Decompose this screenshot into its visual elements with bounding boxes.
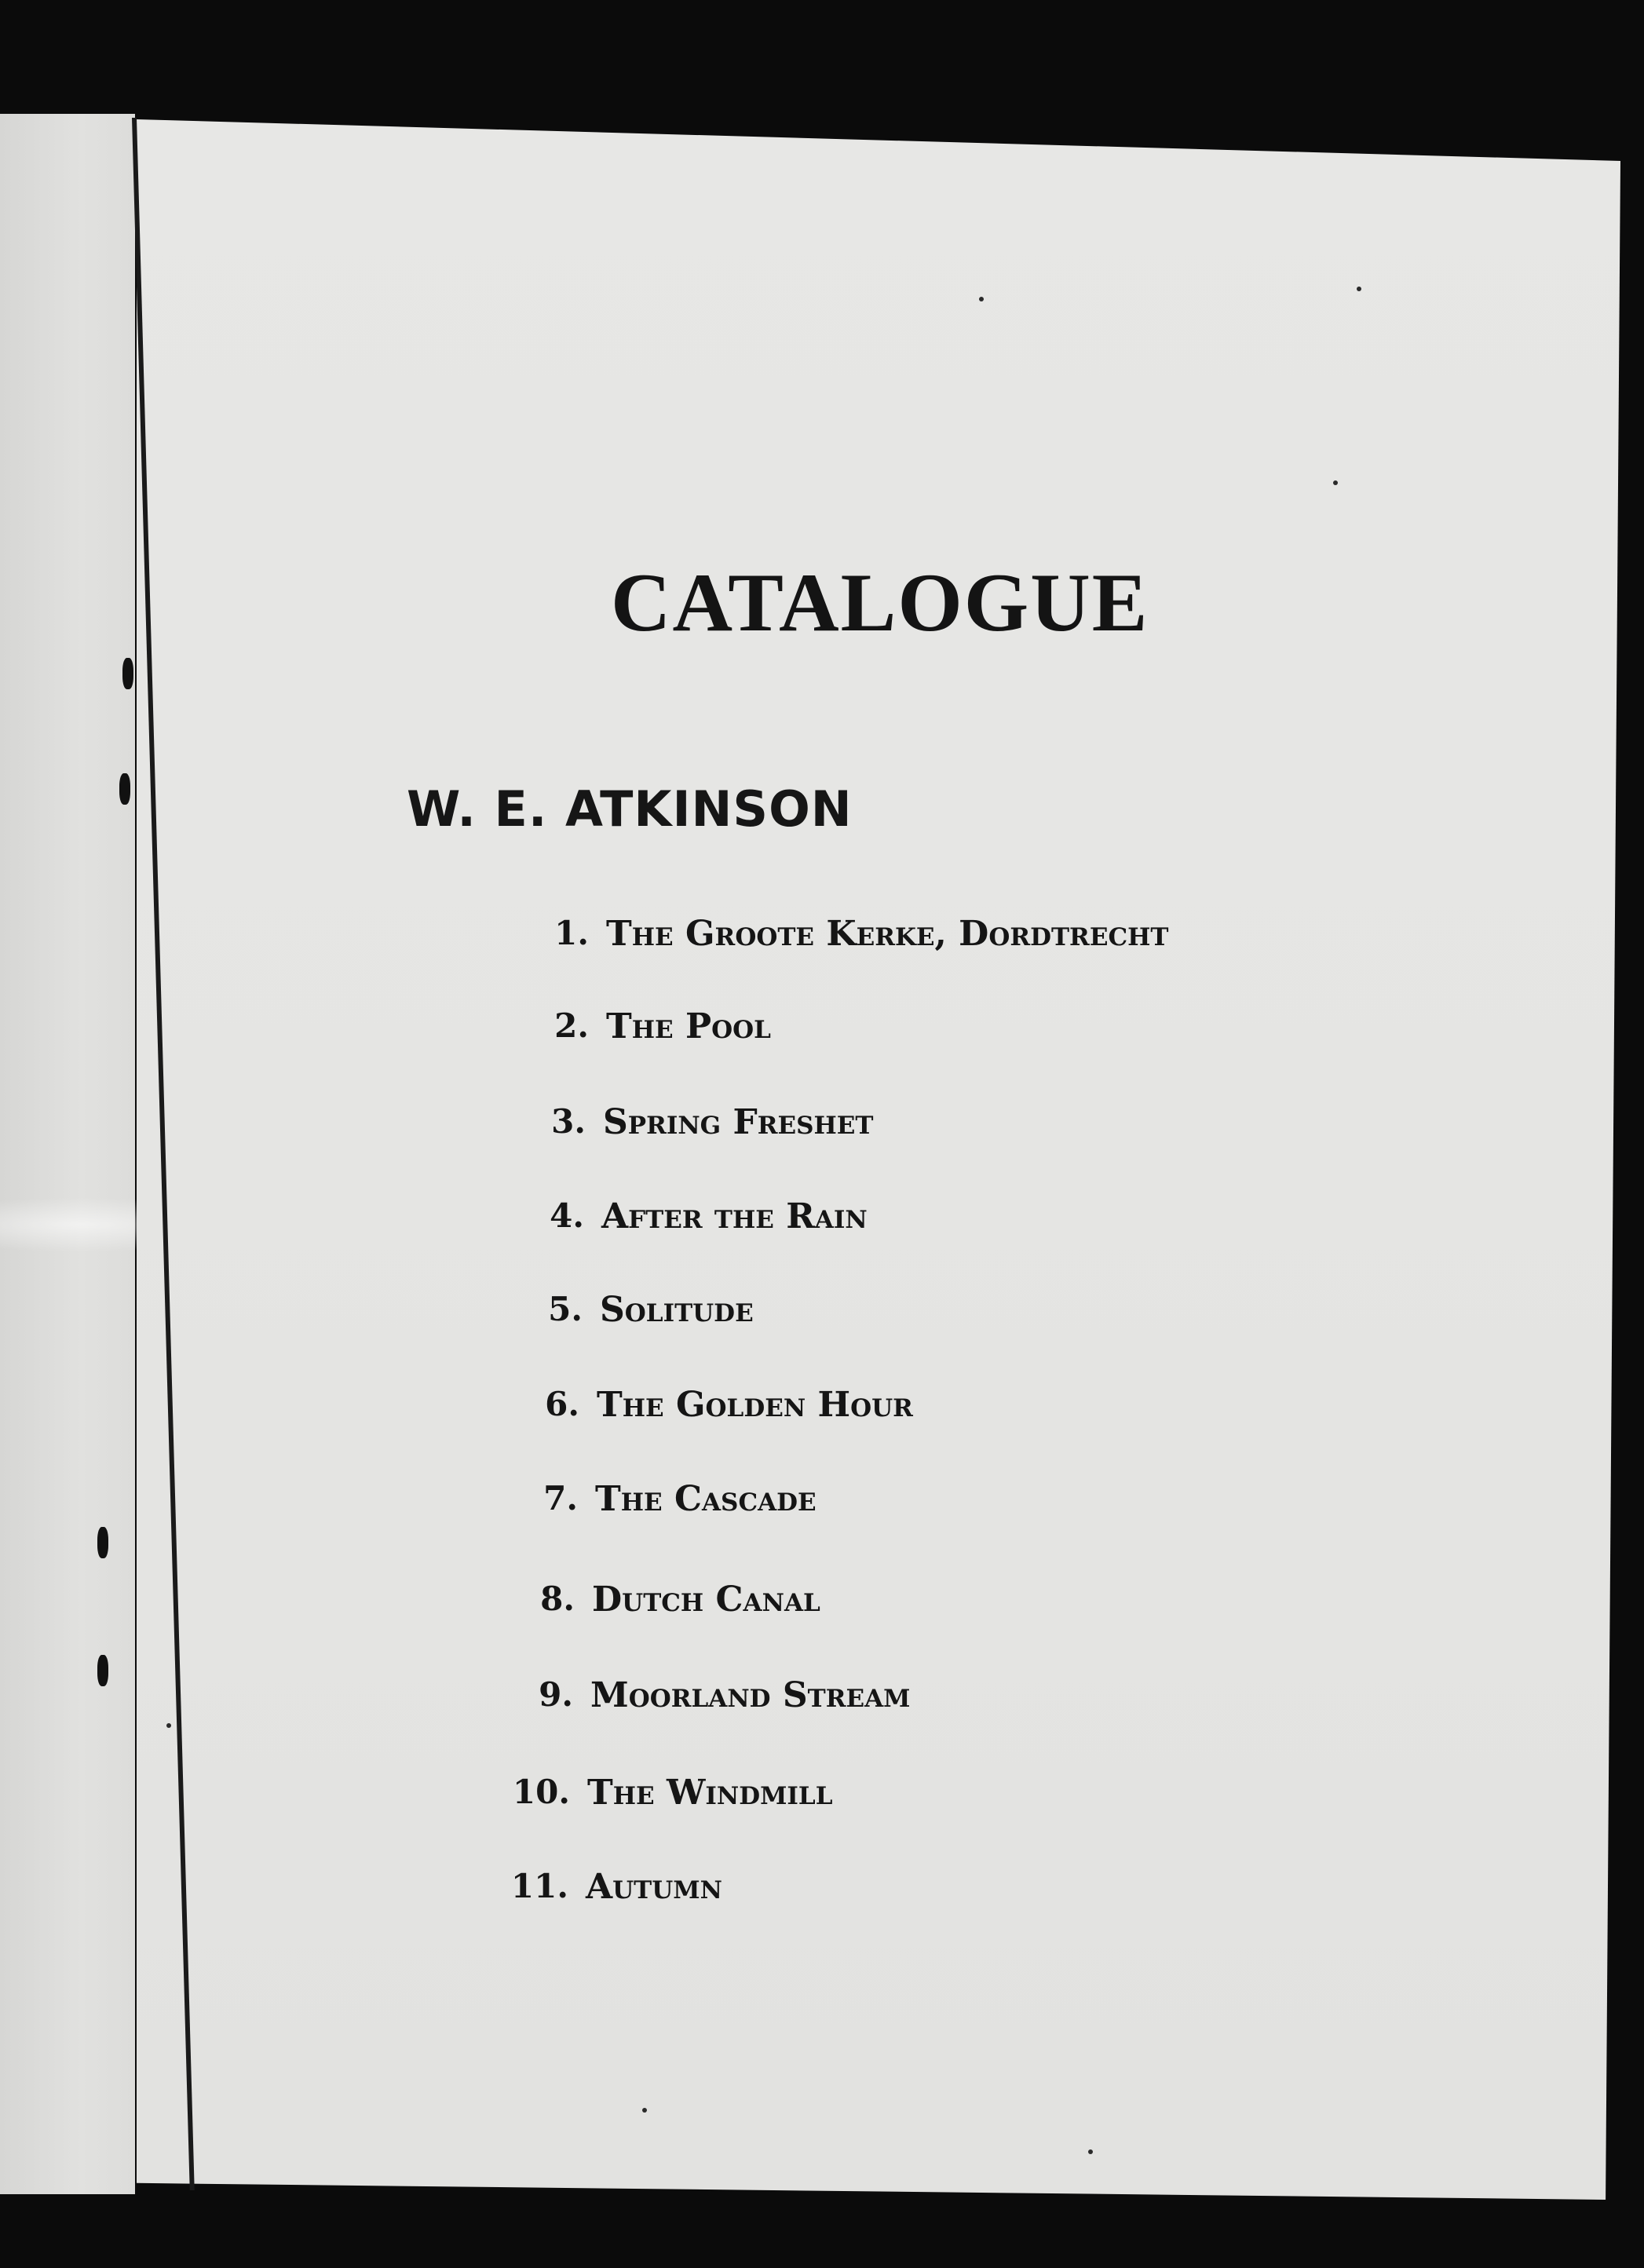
work-title: Solitude [600, 1290, 754, 1330]
work-number: 2. [554, 1006, 589, 1045]
work-number: 7. [543, 1479, 578, 1517]
work-number: 6. [545, 1385, 579, 1423]
work-number: 5. [548, 1290, 583, 1328]
work-title: The Golden Hour [597, 1385, 913, 1425]
work-number: 3. [551, 1102, 586, 1141]
work-number: 11. [510, 1867, 568, 1905]
list-item [551, 1102, 874, 1152]
work-title: Moorland Stream [590, 1675, 911, 1715]
list-item [543, 1479, 817, 1529]
work-number: 8. [540, 1580, 575, 1618]
work-number: 9. [539, 1675, 573, 1714]
work-number: 4. [550, 1196, 584, 1235]
work-title: Autumn [586, 1867, 722, 1907]
list-item [554, 914, 1169, 964]
work-title: The Pool [606, 1006, 771, 1046]
work-title: The Groote Kerke, Dordtrecht [606, 914, 1169, 954]
work-number: 1. [554, 914, 589, 952]
list-item [510, 1867, 722, 1917]
work-title: The Windmill [587, 1773, 833, 1813]
work-title: Dutch Canal [592, 1580, 820, 1620]
list-item [540, 1580, 820, 1630]
list-item [512, 1773, 833, 1823]
artist-name: W. E. ATKINSON [407, 780, 853, 838]
list-item [539, 1675, 911, 1726]
work-title: The Cascade [595, 1479, 817, 1519]
list-item [554, 1006, 771, 1057]
list-item [550, 1196, 868, 1247]
work-title: After the Rain [601, 1196, 868, 1236]
page-title: CATALOGUE [611, 557, 1149, 648]
work-number: 10. [512, 1773, 570, 1811]
list-item [548, 1290, 754, 1340]
list-item [545, 1385, 913, 1435]
work-title: Spring Freshet [603, 1102, 874, 1142]
